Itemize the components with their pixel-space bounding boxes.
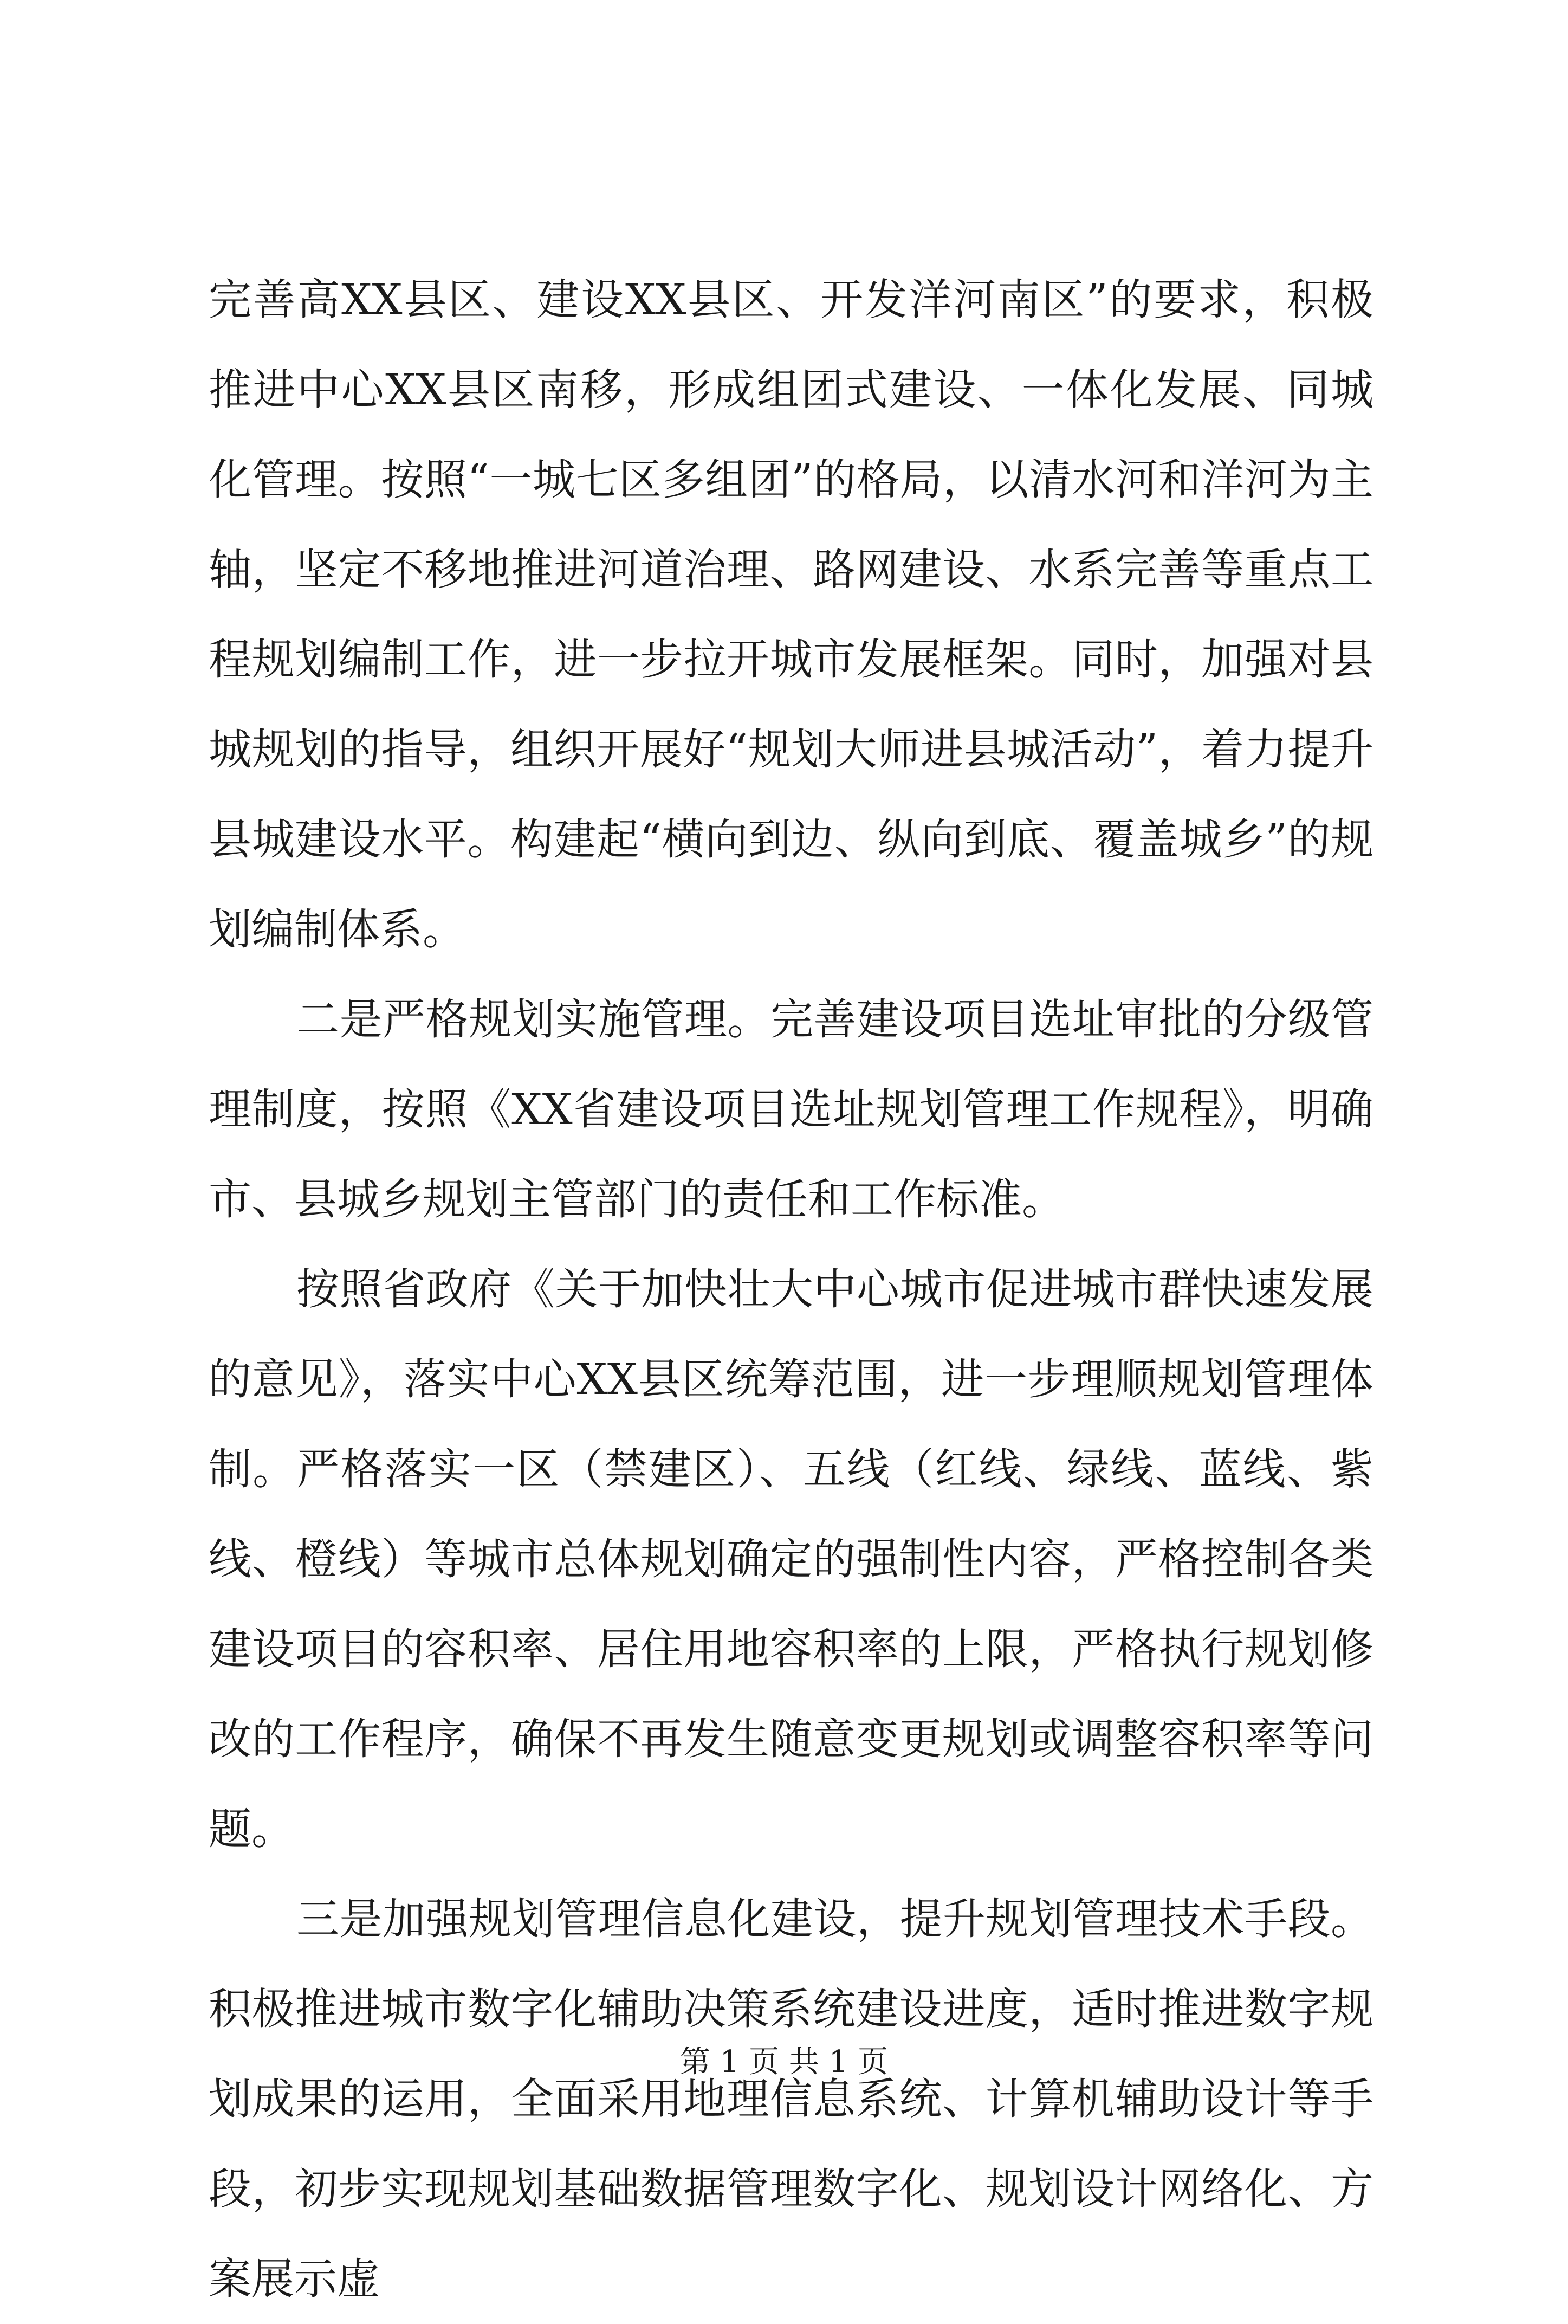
paragraph-item-three: 三是加强规划管理信息化建设，提升规划管理技术手段。积极推进城市数字化辅助决策系统建设进度，适时推进数字规划成果的运用，全面采用地理信息系统、计算机辅助设计等手段，初步实现规划基础数据管理数字化、规划设计网络化、方案展示虚 (209, 1894, 1373, 2304)
page-footer: 第 1 页 共 1 页 (679, 2044, 889, 2080)
paragraph-continuation: 完善高XX县区、建设XX县区、开发洋河南区”的要求，积极推进中心XX县区南移，形成组团式建设、一体化发展、同城化管理。按照“一城七区多组团”的格局，以清水河和洋河为主轴，坚定不移地推进河道治理、路网建设、水系完善等重点工程规划编制工作，进一步拉开城市发展框架。同时，加强对县城规划的指导，组织开展好“规划大师进县城活动”，着力提升县城建设水平。构建起“横向到边、纵向到底、覆盖城乡”的规划编制体系。 (209, 275, 1373, 954)
paragraph-provincial-opinion: 按照省政府《关于加快壮大中心城市促进城市群快速发展的意见》，落实中心XX县区统筹范围，进一步理顺规划管理体制。严格落实一区（禁建区）、五线（红线、绿线、蓝线、紫线、橙线）等城市总体规划确定的强制性内容，严格控制各类建设项目的容积率、居住用地容积率的上限，严格执行规划修改的工作程序，确保不再发生随意变更规划或调整容积率等问题。 (209, 1264, 1373, 1854)
paragraph-item-two: 二是严格规划实施管理。完善建设项目选址审批的分级管理制度，按照《XX省建设项目选址规划管理工作规程》，明确市、县城乡规划主管部门的责任和工作标准。 (209, 995, 1373, 1224)
document-body (209, 255, 1373, 2324)
